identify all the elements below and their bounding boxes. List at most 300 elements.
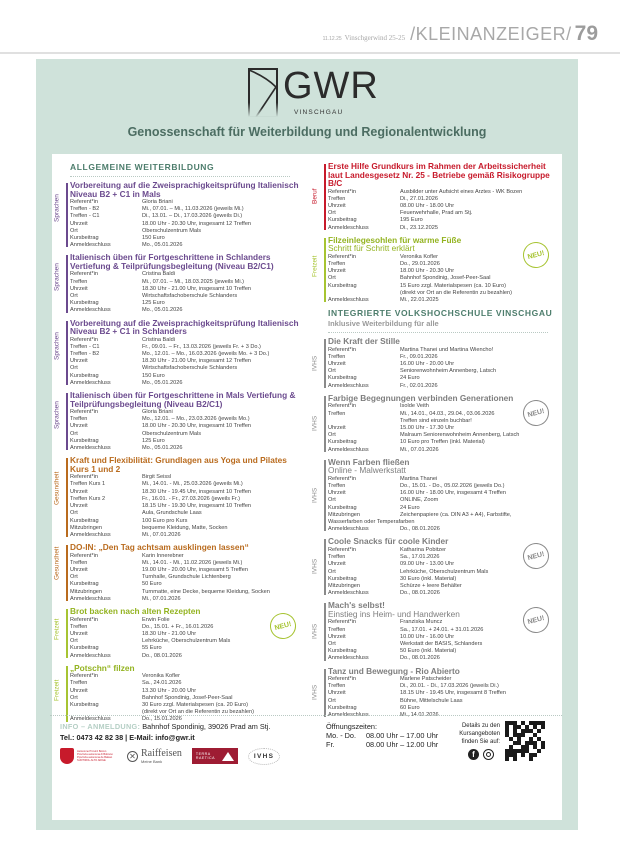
course-details bbox=[328, 189, 559, 232]
detail-value: 18.30 Uhr - 21.00 Uhr, insgesamt 12 Treffen bbox=[142, 358, 252, 365]
detail-label: Mitzubringen bbox=[70, 524, 103, 531]
detail-row bbox=[328, 497, 559, 504]
detail-value: Werkstatt der BASIS, Schlanders bbox=[400, 640, 483, 647]
detail-row bbox=[328, 375, 559, 382]
detail-label: Referent*in bbox=[70, 474, 98, 481]
course-entry bbox=[311, 392, 559, 454]
detail-row bbox=[70, 380, 306, 387]
logo-wordmark: GWR bbox=[283, 65, 379, 107]
info-label: INFO – ANMELDUNG: bbox=[60, 722, 141, 731]
opening-hours bbox=[326, 722, 438, 749]
detail-row bbox=[328, 283, 559, 290]
category-bar bbox=[66, 458, 68, 537]
course-details bbox=[70, 553, 306, 603]
detail-value: Seniorenwohnheim Annenberg, Latsch bbox=[400, 368, 497, 375]
detail-value: Katharina Pobitzer bbox=[400, 546, 447, 553]
detail-label: Ort bbox=[70, 638, 78, 645]
hours-time: 08.00 Uhr – 12.00 Uhr bbox=[366, 740, 439, 749]
detail-row bbox=[328, 648, 559, 655]
section-subheading-ivhs: Inklusive Weiterbildung für alle bbox=[328, 319, 439, 329]
detail-label: Treffen bbox=[328, 410, 346, 417]
detail-row bbox=[70, 489, 306, 496]
detail-row bbox=[70, 474, 306, 481]
course-subtitle: Schritt für Schritt erklärt bbox=[328, 243, 415, 254]
hours-label: Öffnungszeiten: bbox=[326, 722, 377, 731]
detail-value: Mo., 05.01.2026 bbox=[142, 445, 183, 452]
detail-label: Referent*in bbox=[328, 619, 356, 626]
province-logo bbox=[60, 748, 117, 764]
ivhs-course-list bbox=[311, 336, 559, 719]
course-title: Brot backen nach alten Rezepten bbox=[70, 606, 201, 617]
course-title: Vorbereitung auf die Zweisprachigkeitsprüfung Italienisch Niveau B2 + C1 in Schlanders bbox=[70, 317, 299, 337]
category-label: Sprachen bbox=[53, 263, 61, 292]
detail-value: Fr., 16.01. - Fr., 27.03.2026 (jeweils Fr.) bbox=[142, 495, 240, 502]
detail-label: Referent*in bbox=[328, 253, 356, 260]
detail-value: Veronika Kofler bbox=[142, 673, 180, 680]
category-bar bbox=[324, 603, 326, 660]
detail-row bbox=[70, 213, 306, 220]
detail-value: 16.00 Uhr - 18.00 Uhr, insgesamt 4 Treffen bbox=[400, 490, 506, 497]
detail-row bbox=[70, 365, 306, 372]
detail-label: Anmeldeschluss bbox=[70, 379, 111, 386]
detail-value: Mi., 14.01., 04.03., 29.04., 03.06.2026 bbox=[400, 410, 495, 417]
detail-label: Uhrzeit bbox=[328, 561, 346, 568]
detail-row bbox=[328, 505, 559, 512]
detail-label: Referent*in bbox=[70, 673, 98, 680]
detail-row bbox=[328, 569, 559, 576]
detail-label: Anmeldeschluss bbox=[328, 382, 369, 389]
detail-label: Treffen bbox=[70, 416, 88, 423]
detail-row bbox=[328, 196, 559, 203]
detail-row bbox=[328, 439, 559, 446]
detail-row bbox=[70, 445, 306, 452]
detail-label: Anmeldeschluss bbox=[328, 712, 369, 719]
detail-row bbox=[70, 567, 306, 574]
detail-value: 18.15 Uhr - 19.45 Uhr, insgesamt 8 Treffen bbox=[400, 690, 506, 697]
detail-label: Uhrzeit bbox=[328, 268, 346, 275]
detail-value: Mi., 07.01. – Mi., 11.03.2026 (jeweils Mi.) bbox=[142, 206, 244, 213]
detail-value: 15 Euro zzgl. Materialspesen (ca. 10 Euro) bbox=[400, 282, 507, 289]
new-badge: NEU! bbox=[520, 397, 552, 429]
detail-value: Sa., 17.01.2026 bbox=[400, 554, 440, 561]
category-label: IVHS bbox=[311, 684, 319, 700]
detail-value: Mo., 12.01. – Mo., 16.03.2026 (jeweils Mo. + 3 Do.) bbox=[142, 351, 270, 358]
detail-value: 18.00 Uhr - 20.30 Uhr, insgesamt 12 Treffen bbox=[142, 220, 252, 227]
detail-label: Referent*in bbox=[328, 346, 356, 353]
detail-label: Treffen - C1 bbox=[70, 213, 100, 220]
hours-days: Mo. - Do. bbox=[326, 731, 357, 740]
detail-label: Treffen bbox=[328, 683, 346, 690]
issue-date: 11.12.25 bbox=[322, 36, 342, 42]
detail-row bbox=[70, 307, 306, 314]
instagram-icon[interactable] bbox=[483, 749, 494, 760]
detail-value: Karin Innerebner bbox=[142, 552, 184, 559]
detail-label: Kursbeitrag bbox=[70, 581, 99, 588]
detail-label: Uhrzeit bbox=[328, 490, 346, 497]
detail-label: Uhrzeit bbox=[70, 285, 88, 292]
detail-value: Di., 23.12.2025 bbox=[400, 224, 438, 231]
province-logo-text: Autonome Provinz Bozen Provincia autonoma di Bolzano Provinzia autonoma de Balsan SÜDTIROL ALTO ADIGE bbox=[77, 749, 113, 763]
detail-label: Ort bbox=[70, 574, 78, 581]
course-title: Wenn Farben fließen bbox=[328, 456, 410, 467]
detail-label: Kursbeitrag bbox=[70, 300, 99, 307]
detail-label: Treffen bbox=[70, 278, 88, 285]
detail-row bbox=[328, 361, 559, 368]
course-title: Filzeinlegesohlen für warme Füße bbox=[328, 234, 462, 245]
detail-label: Referent*in bbox=[328, 676, 356, 683]
header-divider bbox=[0, 52, 620, 54]
course-entry bbox=[53, 180, 306, 249]
detail-row bbox=[328, 383, 559, 390]
detail-label: Anmeldeschluss bbox=[70, 445, 111, 452]
detail-value: Mo., 12.01. – Mo., 23.03.2026 (jeweils Mo.) bbox=[142, 416, 250, 423]
detail-row bbox=[328, 634, 559, 641]
detail-label: Treffen bbox=[328, 482, 346, 489]
detail-value: 195 Euro bbox=[400, 217, 423, 224]
extra-course-list bbox=[311, 161, 559, 304]
detail-value: (direkt vor Ort an die Referentin zu bezahlen) bbox=[142, 709, 254, 716]
detail-value: 55 Euro bbox=[142, 645, 162, 652]
terra-raetica-text: TERRA RAETICA bbox=[195, 751, 215, 760]
detail-value: Do., 29.01.2026 bbox=[400, 260, 440, 267]
category-label: Freizeit bbox=[53, 679, 61, 701]
detail-label: Uhrzeit bbox=[70, 220, 88, 227]
detail-value: Mo., 05.01.2026 bbox=[142, 379, 183, 386]
eagle-icon bbox=[60, 748, 74, 764]
category-label: Sprachen bbox=[53, 400, 61, 429]
detail-row bbox=[328, 705, 559, 712]
detail-row bbox=[70, 589, 306, 596]
detail-label: Treffen bbox=[328, 554, 346, 561]
course-subtitle: Online - Malwerkstatt bbox=[328, 465, 406, 476]
detail-value: Gloria Briani bbox=[142, 199, 173, 205]
detail-row bbox=[70, 279, 306, 286]
detail-value: Erwin Folie bbox=[142, 616, 170, 623]
detail-row bbox=[328, 432, 559, 439]
detail-label: Kursbeitrag bbox=[70, 517, 99, 524]
organization-title: Genossenschaft für Weiterbildung und Regionalentwicklung bbox=[127, 125, 487, 139]
detail-value: Mi., 07.01.2026 bbox=[400, 446, 439, 453]
detail-row bbox=[70, 351, 306, 358]
course-title: Vorbereitung auf die Zweisprachigkeitsprüfung Italienisch Niveau B2 + C1 in Mals bbox=[70, 180, 299, 199]
detail-label: Anmeldeschluss bbox=[70, 307, 111, 314]
sponsor-logos bbox=[60, 745, 280, 767]
detail-row bbox=[70, 409, 306, 416]
detail-row bbox=[70, 206, 306, 213]
detail-row bbox=[328, 512, 559, 519]
detail-label: Anmeldeschluss bbox=[70, 595, 111, 602]
detail-label bbox=[328, 290, 400, 297]
detail-row bbox=[70, 596, 306, 603]
detail-label: Treffen bbox=[328, 195, 346, 202]
detail-label: Treffen bbox=[328, 260, 346, 267]
new-badge: NEU! bbox=[520, 239, 552, 271]
detail-row bbox=[70, 645, 306, 652]
detail-label: Treffen - B2 bbox=[70, 206, 100, 213]
logo-subline: VINSCHGAU bbox=[294, 109, 344, 116]
detail-label: Uhrzeit bbox=[328, 202, 346, 209]
detail-value: 150 Euro bbox=[142, 372, 165, 379]
detail-row bbox=[328, 275, 559, 282]
detail-row bbox=[328, 268, 559, 275]
raiffeisen-tagline: Meine Bank bbox=[141, 758, 163, 764]
detail-row bbox=[70, 228, 306, 235]
detail-row bbox=[328, 203, 559, 210]
category-bar bbox=[324, 339, 326, 388]
detail-row bbox=[328, 483, 559, 490]
detail-value: Malraum Seniorenwohnheim Annenberg, Latsch bbox=[400, 432, 520, 439]
detail-label: Ort bbox=[328, 640, 336, 647]
detail-label: Kursbeitrag bbox=[70, 372, 99, 379]
detail-value: 10 Euro pro Treffen (inkl. Material) bbox=[400, 439, 485, 446]
publication-name: Vinschgerwind 25-25 bbox=[344, 34, 406, 42]
detail-value: 18.30 Uhr - 19.45 Uhr, insgesamt 10 Treffen bbox=[142, 488, 252, 495]
course-entry bbox=[311, 665, 559, 720]
detail-label: Referent*in bbox=[70, 409, 98, 416]
detail-row bbox=[70, 221, 306, 228]
detail-row bbox=[328, 225, 559, 232]
detail-value: Di., 27.01.2026 bbox=[400, 195, 438, 202]
detail-row bbox=[328, 655, 559, 662]
detail-row bbox=[70, 496, 306, 503]
new-badge: NEU! bbox=[520, 540, 552, 572]
detail-row bbox=[328, 425, 559, 432]
detail-row bbox=[328, 526, 559, 533]
detail-label: Mitzubringen bbox=[328, 582, 361, 589]
detail-label: Anmeldeschluss bbox=[328, 655, 369, 662]
detail-row bbox=[70, 574, 306, 581]
detail-label: Kursbeitrag bbox=[328, 704, 357, 711]
detail-value: 18.15 Uhr - 19.30 Uhr, insgesamt 10 Treffen bbox=[142, 503, 252, 510]
detail-row bbox=[70, 242, 306, 249]
detail-label: Uhrzeit bbox=[70, 488, 88, 495]
detail-label: Ort bbox=[70, 293, 78, 300]
detail-row bbox=[328, 476, 559, 483]
detail-row bbox=[70, 300, 306, 307]
detail-label bbox=[328, 418, 400, 425]
course-subtitle: Einstieg ins Heim- und Handwerken bbox=[328, 608, 460, 619]
detail-label: Ort bbox=[70, 227, 78, 234]
page-masthead bbox=[323, 22, 598, 46]
gwr-logo-mark-icon bbox=[246, 67, 282, 121]
course-details bbox=[70, 474, 306, 539]
detail-value: Mi., 14.01. - Mi., 11.02.2026 (jeweils Mi.) bbox=[142, 559, 243, 566]
detail-label: Anmeldeschluss bbox=[70, 531, 111, 538]
detail-row bbox=[328, 519, 559, 526]
detail-value: 60 Euro bbox=[400, 704, 420, 711]
detail-row bbox=[328, 290, 559, 297]
detail-row bbox=[328, 590, 559, 597]
detail-value: 100 Euro pro Kurs bbox=[142, 517, 188, 524]
qr-module bbox=[541, 757, 545, 761]
detail-label: Kursbeitrag bbox=[70, 645, 99, 652]
detail-value: Fr., 09.01. – Fr., 13.03.2026 (jeweils Fr. + 3 Do.) bbox=[142, 343, 261, 350]
detail-row bbox=[70, 553, 306, 560]
detail-label: Treffen bbox=[70, 680, 88, 687]
detail-label: Referent*in bbox=[70, 552, 98, 559]
detail-value: 18.00 Uhr - 20.30 Uhr bbox=[400, 268, 455, 275]
category-label: Sprachen bbox=[53, 194, 61, 223]
detail-label: Ort bbox=[70, 510, 78, 517]
detail-label: Referent*in bbox=[328, 188, 356, 195]
detail-value: Treffen sind einzeln buchbar! bbox=[400, 417, 472, 424]
detail-value: Oberschulzentrum Mals bbox=[142, 430, 202, 437]
section-heading-general: ALLGEMEINE WEITERBILDUNG bbox=[70, 162, 215, 172]
detail-value: Feuerwehrhalle, Prad am Stj. bbox=[400, 210, 473, 217]
hours-row bbox=[326, 740, 438, 749]
detail-value: Bahnhof Spondinig, Josef-Peer-Saal bbox=[400, 275, 491, 282]
course-entry bbox=[53, 390, 306, 452]
detail-value: 18.30 Uhr - 21.00 Uhr, insgesamt 10 Treffen bbox=[142, 285, 252, 292]
course-listing bbox=[52, 154, 562, 820]
category-bar bbox=[324, 669, 326, 718]
detail-label: Kursbeitrag bbox=[70, 702, 99, 709]
detail-row bbox=[70, 286, 306, 293]
detail-row bbox=[328, 447, 559, 454]
detail-row bbox=[328, 217, 559, 224]
course-entry bbox=[311, 456, 559, 534]
detail-row bbox=[70, 695, 306, 702]
detail-row bbox=[70, 423, 306, 430]
detail-row bbox=[328, 368, 559, 375]
detail-label: Ort bbox=[70, 430, 78, 437]
detail-row bbox=[70, 416, 306, 423]
course-details bbox=[70, 271, 306, 314]
general-course-list bbox=[53, 180, 306, 724]
course-details bbox=[70, 199, 306, 249]
section-heading-ivhs: INTEGRIERTE VOLKSHOCHSCHULE VINSCHGAU bbox=[328, 308, 553, 319]
detail-row bbox=[70, 358, 306, 365]
detail-label: Kursbeitrag bbox=[328, 648, 357, 655]
detail-continuation: Wasserfarben oder Temperafarben bbox=[328, 519, 415, 525]
detail-label: Referent*in bbox=[70, 336, 98, 343]
course-details bbox=[328, 347, 559, 390]
dotted-divider bbox=[50, 715, 562, 716]
qr-code-icon[interactable] bbox=[505, 721, 545, 761]
facebook-icon[interactable]: f bbox=[468, 749, 479, 760]
detail-value: Mo., 05.01.2026 bbox=[142, 307, 183, 314]
detail-label: Treffen - C1 bbox=[70, 343, 100, 350]
detail-row bbox=[328, 698, 559, 705]
course-title: Italienisch üben für Fortgeschrittene in Schlanders Vertiefung & Teilprüfungsbegleitung (Niveau B2/C1) bbox=[70, 252, 274, 271]
detail-value: ONLINE, Zoom bbox=[400, 497, 439, 504]
category-label: Gesundheit bbox=[53, 546, 61, 581]
detail-row bbox=[70, 653, 306, 660]
category-label: Freizeit bbox=[311, 255, 319, 277]
detail-label: Ort bbox=[328, 275, 336, 282]
detail-value: Di., 20.01. - Di., 17.03.2026 (jeweils Di.) bbox=[400, 683, 499, 690]
category-bar bbox=[324, 539, 326, 595]
right-column bbox=[311, 161, 559, 723]
detail-value: 10.00 Uhr - 16.00 Uhr bbox=[400, 633, 455, 640]
category-bar bbox=[66, 183, 68, 247]
contact-info[interactable]: Tel.: 0473 42 82 38 | E-Mail: info@gwr.it bbox=[60, 733, 195, 742]
category-bar bbox=[324, 164, 326, 230]
detail-value: Fr., 02.01.2026 bbox=[400, 382, 438, 389]
details-note bbox=[440, 722, 500, 746]
detail-value: Veronika Kofler bbox=[400, 253, 438, 260]
category-label: Gesundheit bbox=[53, 471, 61, 505]
detail-value: Mi., 22.01.2025 bbox=[400, 296, 439, 303]
detail-row bbox=[328, 576, 559, 583]
detail-row bbox=[70, 503, 306, 510]
detail-label: Uhrzeit bbox=[70, 567, 88, 574]
detail-row bbox=[70, 438, 306, 445]
detail-label: Treffen bbox=[328, 626, 346, 633]
detail-value: Sa., 17.01. + 24.01. + 31.01.2026 bbox=[400, 626, 484, 633]
detail-label: Anmeldeschluss bbox=[70, 242, 111, 249]
advertisement-panel bbox=[36, 59, 578, 830]
detail-row bbox=[70, 373, 306, 380]
detail-label: Uhrzeit bbox=[70, 503, 88, 510]
detail-value: Do., 15.01. + Fr., 16.01.2026 bbox=[142, 623, 214, 630]
detail-label: Uhrzeit bbox=[70, 423, 88, 430]
detail-label: Ort bbox=[328, 432, 336, 439]
detail-label: Referent*in bbox=[70, 616, 98, 623]
details-line: finden Sie auf: bbox=[461, 739, 500, 745]
course-entry bbox=[311, 600, 559, 662]
detail-row bbox=[70, 688, 306, 695]
detail-row bbox=[70, 673, 306, 680]
detail-row bbox=[328, 347, 559, 354]
detail-value: Do., 15.01. - Do., 05.02.2026 (jeweils Do.) bbox=[400, 482, 505, 489]
detail-label: Anmeldeschluss bbox=[328, 446, 369, 453]
course-entry bbox=[53, 252, 306, 314]
detail-row bbox=[70, 518, 306, 525]
detail-value: Mo., 05.01.2026 bbox=[142, 242, 183, 249]
category-label: Freizeit bbox=[53, 619, 61, 641]
detail-row bbox=[328, 683, 559, 690]
detail-value: Cristina Baldi bbox=[142, 271, 175, 278]
category-bar bbox=[66, 545, 68, 601]
course-title: Italienisch üben für Fortgeschrittene in Mals Vertiefung & Teilprüfungsbegleitung (Niveau B2/C1) bbox=[70, 390, 296, 409]
detail-value: Bühne, Mittelschule Laas bbox=[400, 697, 463, 704]
detail-label: Mitzubringen bbox=[70, 588, 103, 595]
category-bar bbox=[66, 666, 68, 722]
course-entry bbox=[311, 336, 559, 390]
category-bar bbox=[324, 460, 326, 532]
detail-row bbox=[328, 189, 559, 196]
raiffeisen-name: Raiffeisen bbox=[141, 747, 182, 759]
detail-value: Fr., 09.01.2026 bbox=[400, 353, 438, 360]
course-title: DO-IN: „Den Tag achtsam ausklingen lassen“ bbox=[70, 542, 249, 553]
detail-value: Lehrküche, Oberschulzentrum Mals bbox=[400, 568, 489, 575]
detail-label: Treffen bbox=[70, 559, 88, 566]
detail-value: bequeme Kleidung, Matte, Socken bbox=[142, 524, 228, 531]
detail-label: Kursbeitrag bbox=[328, 504, 357, 511]
detail-label: Uhrzeit bbox=[328, 424, 346, 431]
detail-label: Ort bbox=[328, 368, 336, 375]
detail-label: Treffen Kurs 1 bbox=[70, 481, 106, 488]
detail-row bbox=[70, 702, 306, 709]
detail-value: Wirtschaftsfachoberschule Schlanders bbox=[142, 365, 238, 372]
category-label: IVHS bbox=[311, 355, 319, 371]
course-entry bbox=[53, 455, 306, 539]
detail-label: Referent*in bbox=[328, 475, 356, 482]
mountain-icon bbox=[222, 752, 234, 761]
category-label: Beruf bbox=[311, 188, 319, 204]
detail-value: Mi., 07.01.2026 bbox=[142, 531, 181, 538]
detail-value: Franziska Muncz bbox=[400, 619, 443, 626]
detail-row bbox=[70, 680, 306, 687]
detail-label: Kursbeitrag bbox=[328, 282, 357, 289]
section-title: /KLEINANZEIGER/ bbox=[410, 24, 572, 44]
course-title: Tanz und Bewegung - Rio Abierto bbox=[328, 665, 460, 676]
course-title: „Potschn“ filzen bbox=[70, 662, 135, 673]
category-label: IVHS bbox=[311, 623, 319, 639]
detail-value: Wirtschaftsfachoberschule Schlanders bbox=[142, 293, 238, 300]
detail-row bbox=[70, 199, 306, 206]
